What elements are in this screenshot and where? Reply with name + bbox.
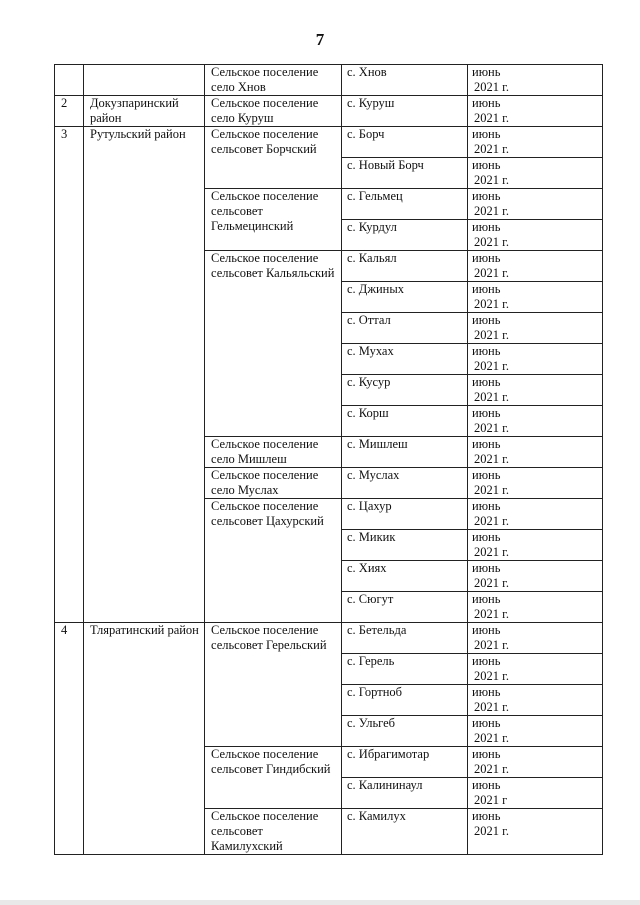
village-cell: с. Бетельда	[342, 623, 468, 654]
year-label: 2021 г.	[474, 390, 509, 404]
date-cell	[468, 778, 603, 809]
date-cell	[468, 592, 603, 623]
year-label: 2021 г.	[474, 483, 509, 497]
month-label: июнь	[472, 716, 501, 730]
settlement-cell: Сельское поселение сельсовет Гельмецинский	[205, 189, 342, 251]
district-cell: Докузпаринский район	[84, 96, 205, 127]
village-cell: с. Герель	[342, 654, 468, 685]
year-label: 2021 г.	[474, 545, 509, 559]
settlement-cell: Сельское поселение село Мишлеш	[205, 437, 342, 468]
row-number	[55, 65, 84, 96]
month-label: июнь	[472, 809, 501, 823]
date-cell	[468, 65, 603, 96]
month-label: июнь	[472, 685, 501, 699]
date-cell	[468, 220, 603, 251]
date-cell	[468, 499, 603, 530]
date-cell	[468, 623, 603, 654]
district-cell: Рутульский район	[84, 127, 205, 623]
district-cell	[84, 65, 205, 96]
month-label: июнь	[472, 406, 501, 420]
row-number: 4	[55, 623, 84, 855]
village-cell: с. Новый Борч	[342, 158, 468, 189]
date-cell	[468, 468, 603, 499]
month-label: июнь	[472, 499, 501, 513]
year-label: 2021 г.	[474, 762, 509, 776]
date-cell	[468, 437, 603, 468]
settlement-cell: Сельское поселение сельсовет Цахурский	[205, 499, 342, 623]
month-label: июнь	[472, 65, 501, 79]
village-cell: с. Камилух	[342, 809, 468, 855]
date-cell	[468, 344, 603, 375]
date-cell	[468, 127, 603, 158]
month-label: июнь	[472, 220, 501, 234]
date-cell	[468, 251, 603, 282]
date-cell	[468, 654, 603, 685]
month-label: июнь	[472, 437, 501, 451]
date-cell	[468, 685, 603, 716]
month-label: июнь	[472, 313, 501, 327]
date-cell	[468, 96, 603, 127]
village-cell: с. Калининаул	[342, 778, 468, 809]
year-label: 2021 г.	[474, 669, 509, 683]
year-label: 2021 г.	[474, 266, 509, 280]
year-label: 2021 г.	[474, 204, 509, 218]
year-label: 2021 г.	[474, 731, 509, 745]
district-cell: Тляратинский район	[84, 623, 205, 855]
month-label: июнь	[472, 561, 501, 575]
year-label: 2021 г.	[474, 824, 509, 838]
row-number: 2	[55, 96, 84, 127]
month-label: июнь	[472, 530, 501, 544]
village-cell: с. Хиях	[342, 561, 468, 592]
year-label: 2021 г.	[474, 80, 509, 94]
settlement-cell: Сельское поселение сельсовет Гиндибский	[205, 747, 342, 809]
month-label: июнь	[472, 127, 501, 141]
village-cell: с. Хнов	[342, 65, 468, 96]
village-cell: с. Мишлеш	[342, 437, 468, 468]
date-cell	[468, 375, 603, 406]
year-label: 2021 г.	[474, 142, 509, 156]
village-cell: с. Гельмец	[342, 189, 468, 220]
month-label: июнь	[472, 189, 501, 203]
date-cell	[468, 716, 603, 747]
village-cell: с. Ульгеб	[342, 716, 468, 747]
year-label: 2021 г.	[474, 359, 509, 373]
village-cell: с. Гортноб	[342, 685, 468, 716]
settlement-cell: Сельское поселение село Муслах	[205, 468, 342, 499]
table-row	[55, 96, 603, 127]
village-cell: с. Ибрагимотар	[342, 747, 468, 778]
year-label: 2021 г.	[474, 638, 509, 652]
month-label: июнь	[472, 96, 501, 110]
month-label: июнь	[472, 654, 501, 668]
year-label: 2021 г.	[474, 328, 509, 342]
year-label: 2021 г.	[474, 452, 509, 466]
month-label: июнь	[472, 623, 501, 637]
date-cell	[468, 561, 603, 592]
year-label: 2021 г.	[474, 514, 509, 528]
village-cell: с. Куруш	[342, 96, 468, 127]
table-row	[55, 127, 603, 158]
year-label: 2021 г.	[474, 173, 509, 187]
month-label: июнь	[472, 375, 501, 389]
settlement-cell: Сельское поселение сельсовет Камилухский	[205, 809, 342, 855]
table-row	[55, 65, 603, 96]
village-cell: с. Цахур	[342, 499, 468, 530]
settlement-cell: Сельское поселение село Куруш	[205, 96, 342, 127]
year-label: 2021 г.	[474, 576, 509, 590]
month-label: июнь	[472, 251, 501, 265]
month-label: июнь	[472, 778, 501, 792]
date-cell	[468, 747, 603, 778]
month-label: июнь	[472, 468, 501, 482]
month-label: июнь	[472, 592, 501, 606]
date-cell	[468, 406, 603, 437]
village-cell: с. Мухах	[342, 344, 468, 375]
month-label: июнь	[472, 158, 501, 172]
year-label: 2021 г.	[474, 607, 509, 621]
scan-bottom-edge	[0, 900, 640, 905]
date-cell	[468, 189, 603, 220]
year-label: 2021 г	[474, 793, 508, 807]
settlements-table	[54, 64, 603, 855]
month-label: июнь	[472, 344, 501, 358]
year-label: 2021 г.	[474, 235, 509, 249]
settlement-cell: Сельское поселение сельсовет Герельский	[205, 623, 342, 747]
year-label: 2021 г.	[474, 421, 509, 435]
year-label: 2021 г.	[474, 700, 509, 714]
village-cell: с. Корш	[342, 406, 468, 437]
month-label: июнь	[472, 282, 501, 296]
village-cell: с. Кусур	[342, 375, 468, 406]
page-number: 7	[315, 30, 325, 49]
village-cell: с. Сюгут	[342, 592, 468, 623]
date-cell	[468, 282, 603, 313]
village-cell: с. Джиных	[342, 282, 468, 313]
month-label: июнь	[472, 747, 501, 761]
year-label: 2021 г.	[474, 297, 509, 311]
date-cell	[468, 313, 603, 344]
village-cell: с. Оттал	[342, 313, 468, 344]
village-cell: с. Борч	[342, 127, 468, 158]
row-number: 3	[55, 127, 84, 623]
date-cell	[468, 809, 603, 855]
date-cell	[468, 158, 603, 189]
table-row	[55, 623, 603, 654]
settlement-cell: Сельское поселение сельсовет Кальяльский	[205, 251, 342, 437]
village-cell: с. Курдул	[342, 220, 468, 251]
settlement-cell: Сельское поселение сельсовет Борчский	[205, 127, 342, 189]
village-cell: с. Муслах	[342, 468, 468, 499]
year-label: 2021 г.	[474, 111, 509, 125]
village-cell: с. Кальял	[342, 251, 468, 282]
village-cell: с. Микик	[342, 530, 468, 561]
settlement-cell: Сельское поселение село Хнов	[205, 65, 342, 96]
date-cell	[468, 530, 603, 561]
